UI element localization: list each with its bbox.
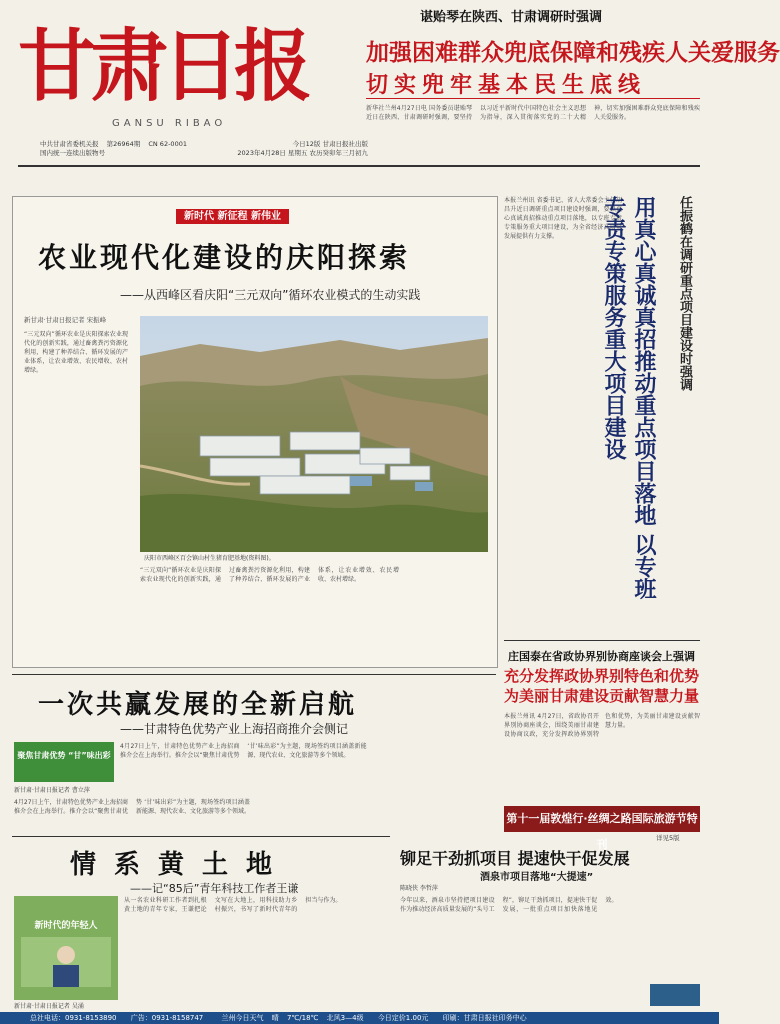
feature-headline: 农业现代化建设的庆阳探索 [38, 241, 411, 274]
cppcc-body: 本报兰州讯 4月27日，省政协召开界别协商座谈会，围绕美丽甘肃建设协商议政，充分发挥政协界别特色和优势，为美丽甘肃建设贡献智慧力量。 [504, 713, 700, 738]
projects-headline: 铆足干劲抓项目 提速快干促发展 [400, 849, 630, 868]
projects-byline: 陈晓侠 李哲萍 [400, 885, 438, 892]
feature-photo-caption: 庆阳市西峰区百会镇山村生猪育肥基地(资料图)。 [144, 555, 275, 562]
trade-body-upper: 4月27日上午，甘肃特色优势产业上海招商推介会在上海举行。推介会以“聚焦甘肃优势 ‘甘’味出彩”为主题，现场签约项目涵盖新能源、现代农业、文化旅游等多个领域。 [120, 743, 367, 759]
feature-tag [176, 204, 289, 223]
pig-farm-photo [140, 316, 488, 552]
masthead-pinyin: GANSU RIBAO [112, 118, 227, 129]
right-story-headline: 用真心真诚真招推动重点项目落地 以专班专责专策服务重大项目建设 [601, 196, 656, 600]
top-story-headline-1: 加强困难群众兜底保障和残疾人关爱服务 [366, 39, 780, 66]
youth-badge-label: 新时代的年轻人 [34, 921, 98, 931]
footer-tel-2: 广告：0931-8158747 [130, 1014, 204, 1022]
festival-banner[interactable]: 第十一届敦煌行·丝绸之路国际旅游节特刊 [504, 806, 700, 832]
feature-body-lower: “三元双向”循环农业是庆阳探索农业现代化的创新实践，通过畜禽粪污资源化利用，构建了种养结合、循环发展的产业体系，让农业增效、农民增收、农村增绿。 [140, 567, 399, 583]
youth-subhead: ——记“85后”青年科技工作者王谦 [130, 882, 299, 895]
trade-subhead: ——甘肃特色优势产业上海招商推介会侧记 [120, 722, 349, 736]
top-story-headline-2: 切实兜牢基本民生底线 [366, 72, 647, 98]
issue-number: 第26964期 [106, 140, 141, 148]
right-story-body: 本报兰州讯 省委书记、省人大常委会主任胡昌升近日调研重点项目建设时强调，要以真心真诚真招推动重点项目落地，以专班专责专策服务重大项目建设，为全省经济高质量发展提供有力支撑。 [504, 197, 622, 240]
youth-body: 从一名农业科研工作者到扎根黄土地的青年专家，王谦把论文写在大地上，用科技助力乡村振兴，书写了新时代青年的担当与作为。 [124, 897, 342, 913]
footer-price: 今日定价1.00元 [377, 1014, 429, 1022]
projects-body: 今年以来，酒泉市坚持把项目建设作为推动经济高质量发展的“头号工程”，铆足干劲抓项目，提速快干促发展，一批重点项目加快落地见效。 [400, 897, 618, 913]
trade-body: 4月27日上午，甘肃特色优势产业上海招商推介会在上海举行。推介会以“聚焦甘肃优势 ‘甘’味出彩”为主题，现场签约项目涵盖新能源、现代农业、文化旅游等多个领域。 [14, 799, 251, 815]
publisher: 中共甘肃省委机关报 [40, 140, 99, 148]
feature-body-col: “三元双向”循环农业是庆阳探索农业现代化的创新实践，通过畜禽粪污资源化利用，构建了种养结合、循环发展的产业体系，让农业增效、农民增收、农村增绿。 [24, 331, 128, 374]
right-story-kicker: 任振鹤在调研重点项目建设时强调 [677, 196, 692, 391]
top-story-body: 新华社兰州4月27日电 国务委员谌贻琴近日在陕西、甘肃调研时强调，要坚持以习近平新时代中国特色社会主义思想为指导，深入贯彻落实党的二十大精神，切实加强困难群众兜底保障和残疾人关爱服务。 [366, 105, 700, 121]
cppcc-kicker: 庄国泰在省政协界别协商座谈会上强调 [508, 650, 695, 663]
youth-byline: 新甘肃·甘肃日报记者 吴涌 [14, 1003, 84, 1010]
feature-photo [140, 316, 488, 552]
trade-byline: 新甘肃·甘肃日报记者 曹立萍 [14, 787, 90, 794]
cppcc-headline: 充分发挥政协界别特色和优势 为美丽甘肃建设贡献智慧力量 [504, 667, 700, 705]
feature-byline: 新甘肃·甘肃日报记者 宋振峰 [24, 316, 107, 324]
footer-weather-temp: 7℃/18℃ [286, 1014, 319, 1022]
youth-photo [21, 937, 111, 987]
footer-bar [0, 1012, 719, 1024]
youth-badge [14, 896, 118, 1000]
trade-badge: 聚焦甘肃优势 “甘”味出彩 [14, 742, 114, 782]
feature-subhead: ——从西峰区看庆阳“三元双向”循环农业模式的生动实践 [120, 288, 421, 302]
issue-date: 2023年4月28日 星期五 农历癸卯年三月初九 [237, 149, 368, 157]
trade-headline: 一次共赢发展的全新启航 [38, 690, 358, 720]
footer-weather-wind: 北风3—4级 [326, 1014, 364, 1022]
projects-subhead: 酒泉市项目落地“大提速” [480, 872, 594, 883]
footer-print: 印刷：甘肃日报社印务中心 [442, 1014, 527, 1022]
masthead-title: 甘肃日报 [18, 21, 307, 112]
serial-label: 国内统一连续出版物号 [40, 149, 105, 157]
footer-weather-cond: 晴 [271, 1014, 279, 1022]
date-line: 今日12版 甘肃日报社出版 [292, 140, 368, 148]
footer-weather-title: 兰州今日天气 [221, 1014, 264, 1022]
projects-ad-thumbnail [650, 984, 700, 1006]
festival-see-page[interactable]: 详见5版 [656, 834, 680, 842]
feature-tag-label: 新时代 新征程 新伟业 [176, 209, 289, 224]
youth-headline: 情系黄土地 [70, 850, 291, 880]
footer-tel-1: 总社电话：0931-8153890 [30, 1014, 117, 1022]
cn-number: CN 62-0001 [148, 140, 187, 148]
top-story-kicker: 谌贻琴在陕西、甘肃调研时强调 [420, 10, 603, 25]
date-block [208, 140, 368, 158]
